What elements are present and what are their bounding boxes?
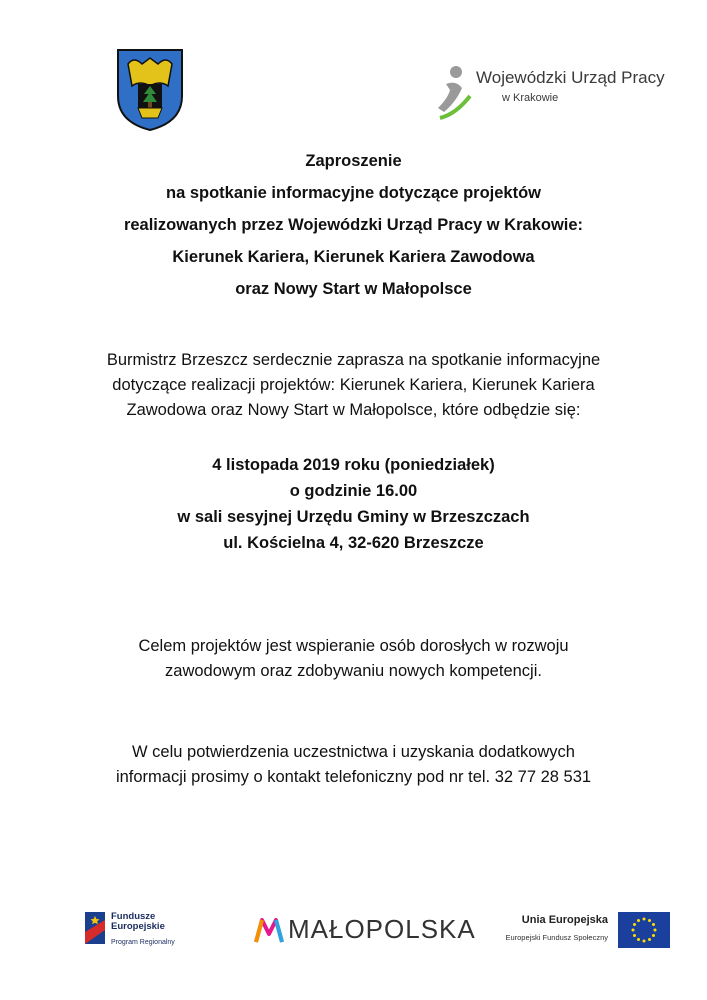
event-date: 4 listopada 2019 roku (poniedziałek) <box>212 456 495 474</box>
invitation-heading <box>40 145 667 305</box>
event-venue: w sali sesyjnej Urzędu Gminy w Brzeszczach <box>177 508 530 526</box>
heading-line: Zaproszenie <box>305 152 402 170</box>
eu-flag-icon <box>618 912 670 948</box>
heading-line: realizowanych przez Wojewódzki Urząd Pracy w Krakowie: <box>123 216 584 234</box>
wup-subtitle: w Krakowie <box>502 92 559 104</box>
wup-title: Wojewódzki Urząd Pracy <box>476 68 665 87</box>
fe-line2: Europejskie <box>111 921 165 932</box>
paragraph-line: zawodowym oraz zdobywaniu nowych kompetencji. <box>165 662 542 680</box>
eu-title: Unia Europejska <box>521 914 608 926</box>
event-details <box>40 452 667 556</box>
heading-line: na spotkanie informacyjne dotyczące projektów <box>165 184 542 202</box>
contact-paragraph <box>40 740 667 790</box>
fe-line1: Fundusze <box>111 911 156 922</box>
wup-krakow-logo <box>434 62 684 122</box>
paragraph-line: W celu potwierdzenia uczestnictwa i uzyskania dodatkowych <box>132 743 575 761</box>
paragraph-line: Celem projektów jest wspieranie osób dorosłych w rozwoju <box>138 637 569 655</box>
fundusze-europejskie-logo <box>83 910 193 952</box>
heading-line: oraz Nowy Start w Małopolsce <box>235 280 472 298</box>
eu-logo <box>490 912 670 954</box>
malopolska-wordmark: MAŁOPOLSKA <box>288 914 476 944</box>
paragraph-line: Zawodowa oraz Nowy Start w Małopolsce, które odbędzie się: <box>126 401 581 419</box>
intro-paragraph <box>40 348 667 423</box>
paragraph-line: dotyczące realizacji projektów: Kierunek Kariera, Kierunek Kariera <box>112 376 595 394</box>
heading-line: Kierunek Kariera, Kierunek Kariera Zawodowa <box>172 248 535 266</box>
eu-subtitle: Europejski Fundusz Społeczny <box>505 933 608 942</box>
malopolska-logo <box>254 908 476 954</box>
event-time: o godzinie 16.00 <box>289 482 418 500</box>
event-address: ul. Kościelna 4, 32-620 Brzeszcze <box>223 534 484 552</box>
fe-subtitle: Program Regionalny <box>111 939 175 946</box>
goal-paragraph <box>40 634 667 684</box>
coat-of-arms-logo <box>114 46 186 132</box>
paragraph-line: Burmistrz Brzeszcz serdecznie zaprasza na spotkanie informacyjne <box>106 351 601 369</box>
paragraph-line: informacji prosimy o kontakt telefoniczny pod nr tel. 32 77 28 531 <box>115 768 592 786</box>
